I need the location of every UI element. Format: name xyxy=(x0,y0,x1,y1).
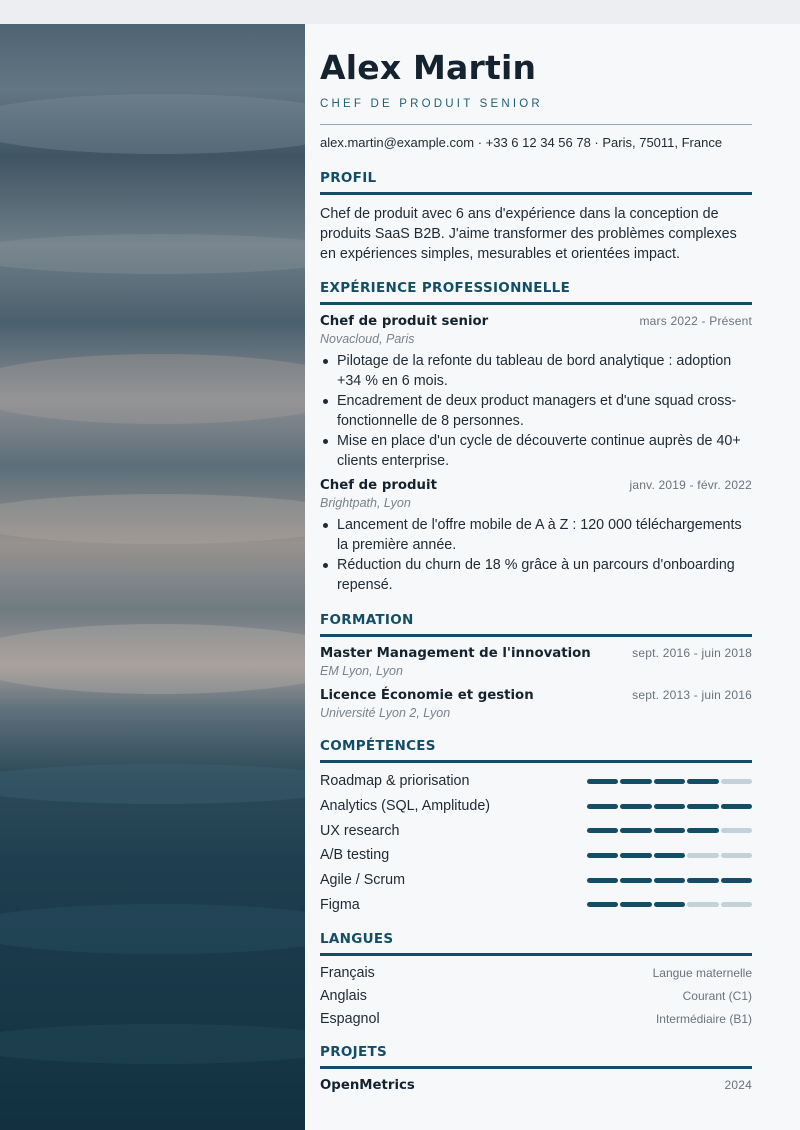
section-rule xyxy=(320,634,752,637)
section-rule xyxy=(320,760,752,763)
skill-level-segment xyxy=(687,804,719,809)
section-title-languages: LANGUES xyxy=(320,931,394,948)
job-entry xyxy=(320,478,752,595)
school-name: Université Lyon 2, Lyon xyxy=(320,706,451,720)
education-dates: sept. 2013 - juin 2016 xyxy=(632,688,752,702)
skill-level-segment xyxy=(654,853,686,858)
achievement-item: Pilotage de la refonte du tableau de bord analytique : adoption +34 % en 6 mois. xyxy=(320,351,752,391)
degree-title: Master Management de l'innovation xyxy=(320,646,591,661)
candidate-name: Alex Martin xyxy=(320,48,537,87)
skill-level-segment xyxy=(654,878,686,883)
skill-level-segment xyxy=(654,902,686,907)
skill-row xyxy=(320,818,752,843)
skill-row xyxy=(320,769,752,794)
skill-level-segment xyxy=(654,828,686,833)
job-achievements xyxy=(320,515,752,595)
skill-level-segment xyxy=(687,853,719,858)
language-level: Langue maternelle xyxy=(652,966,752,981)
section-rule xyxy=(320,953,752,956)
achievement-item: Réduction du churn de 18 % grâce à un parcours d'onboarding repensé. xyxy=(320,555,752,595)
section-rule xyxy=(320,192,752,195)
language-name: Anglais xyxy=(320,988,367,1005)
skills-list xyxy=(320,769,752,917)
job-entry xyxy=(320,314,752,471)
skill-name: Analytics (SQL, Amplitude) xyxy=(320,798,491,815)
skill-level-segment xyxy=(721,853,753,858)
skill-level-segment xyxy=(587,804,619,809)
job-title: Chef de produit xyxy=(320,478,437,493)
job-dates: mars 2022 - Présent xyxy=(639,314,752,328)
skill-level-segment xyxy=(654,779,686,784)
skill-level-segment xyxy=(687,878,719,883)
skill-level-segment xyxy=(587,902,619,907)
skill-level-segment xyxy=(721,804,753,809)
section-title-projects: PROJETS xyxy=(320,1044,388,1061)
project-entry xyxy=(320,1078,752,1093)
skill-level-meter xyxy=(587,828,753,833)
experience-section xyxy=(320,280,752,595)
skill-level-meter xyxy=(587,779,753,784)
education-dates: sept. 2016 - juin 2018 xyxy=(632,646,752,660)
skill-name: Agile / Scrum xyxy=(320,872,406,889)
skill-level-segment xyxy=(721,878,753,883)
achievement-item: Lancement de l'offre mobile de A à Z : 120 000 téléchargements la première année. xyxy=(320,515,752,555)
header-divider xyxy=(320,124,752,125)
degree-title: Licence Économie et gestion xyxy=(320,688,534,703)
education-entry xyxy=(320,688,752,720)
job-role: CHEF DE PRODUIT SENIOR xyxy=(320,98,543,110)
skill-level-segment xyxy=(587,779,619,784)
job-dates: janv. 2019 - févr. 2022 xyxy=(629,478,752,492)
section-rule xyxy=(320,302,752,305)
skill-name: Figma xyxy=(320,896,360,913)
skill-name: Roadmap & priorisation xyxy=(320,773,470,790)
languages-section xyxy=(320,931,752,1030)
skill-level-segment xyxy=(587,853,619,858)
section-title-education: FORMATION xyxy=(320,612,414,628)
skill-row xyxy=(320,892,752,917)
skill-level-segment xyxy=(687,779,719,784)
sea-photo xyxy=(0,24,305,1130)
section-title-profile: PROFIL xyxy=(320,170,377,186)
top-margin-strip xyxy=(0,0,800,24)
language-name: Espagnol xyxy=(320,1010,380,1027)
skill-level-meter xyxy=(587,804,753,809)
school-name: EM Lyon, Lyon xyxy=(320,664,403,678)
project-year: 2024 xyxy=(724,1078,752,1093)
section-rule xyxy=(320,1066,752,1069)
skill-level-meter xyxy=(587,902,753,907)
resume-sheet xyxy=(305,24,800,1130)
language-row xyxy=(320,985,752,1008)
profile-section xyxy=(320,170,752,264)
skill-name: UX research xyxy=(320,822,400,839)
skill-row xyxy=(320,868,752,893)
profile-text: Chef de produit avec 6 ans d'expérience dans la conception de produits SaaS B2B. J'aime transformer des problèmes complexes en expériences simples, mesurables et orientées impact. xyxy=(320,206,737,262)
skill-level-segment xyxy=(721,828,753,833)
language-row xyxy=(320,1008,752,1031)
skill-row xyxy=(320,843,752,868)
section-title-skills: COMPÉTENCES xyxy=(320,738,436,754)
education-entry xyxy=(320,646,752,678)
skill-level-segment xyxy=(620,804,652,809)
skill-level-segment xyxy=(587,828,619,833)
skill-level-segment xyxy=(620,878,652,883)
contact-line: alex.martin@example.com · +33 6 12 34 56 78 · Paris, 75011, France xyxy=(320,135,723,150)
skill-level-meter xyxy=(587,878,753,883)
language-level: Courant (C1) xyxy=(682,989,752,1004)
language-name: Français xyxy=(320,965,375,982)
skill-level-meter xyxy=(587,853,753,858)
skill-level-segment xyxy=(620,828,652,833)
skill-name: A/B testing xyxy=(320,847,390,864)
skills-section xyxy=(320,738,752,917)
education-section xyxy=(320,612,752,720)
languages-list xyxy=(320,962,752,1030)
job-title: Chef de produit senior xyxy=(320,314,489,329)
achievement-item: Encadrement de deux product managers et d'une squad cross-fonctionnelle de 8 personnes. xyxy=(320,391,752,431)
skill-level-segment xyxy=(620,853,652,858)
skill-level-segment xyxy=(687,902,719,907)
language-level: Intermédiaire (B1) xyxy=(655,1011,752,1026)
skill-level-segment xyxy=(687,828,719,833)
skill-level-segment xyxy=(721,779,753,784)
skill-level-segment xyxy=(620,779,652,784)
skill-level-segment xyxy=(721,902,753,907)
skill-level-segment xyxy=(620,902,652,907)
skill-row xyxy=(320,794,752,819)
job-company: Novacloud, Paris xyxy=(320,332,415,346)
job-achievements xyxy=(320,351,752,471)
project-name: OpenMetrics xyxy=(320,1078,415,1094)
job-company: Brightpath, Lyon xyxy=(320,496,411,510)
section-title-experience: EXPÉRIENCE PROFESSIONNELLE xyxy=(320,280,571,296)
skill-level-segment xyxy=(587,878,619,883)
language-row xyxy=(320,962,752,985)
projects-section xyxy=(320,1044,752,1093)
achievement-item: Mise en place d'un cycle de découverte continue auprès de 40+ clients enterprise. xyxy=(320,431,752,471)
skill-level-segment xyxy=(654,804,686,809)
